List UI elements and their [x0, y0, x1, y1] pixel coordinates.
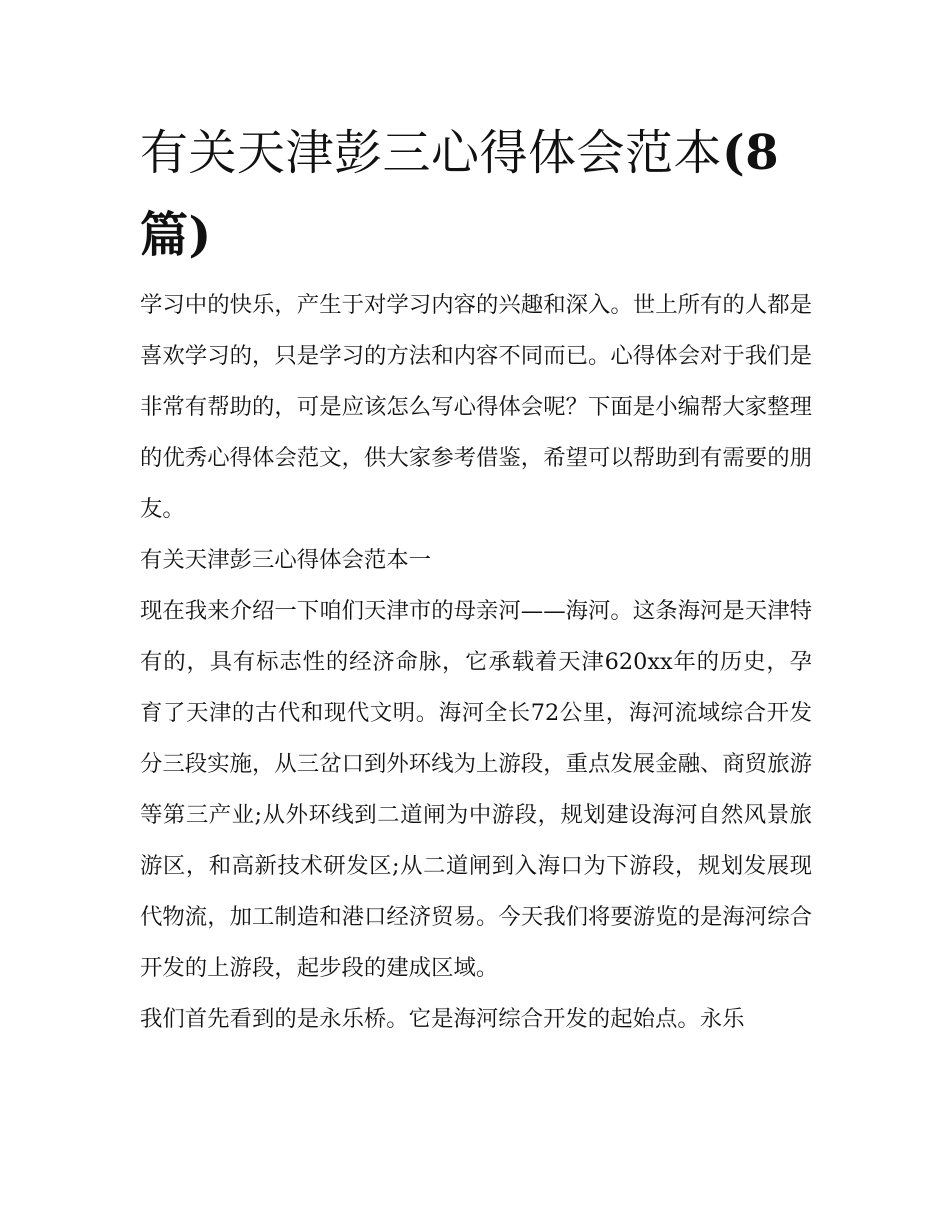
title-end: 篇): [140, 207, 212, 263]
body-paragraph-1: 现在我来介绍一下咱们天津市的母亲河——海河。这条海河是天津特有的，具有标志性的经济命脉，它承载着天津620xx年的历史，孕育了天津的古代和现代文明。海河全长72公里，海河流域综合开发分三段实施，从三岔口到外环线为上游段，重点发展金融、商贸旅游等第三产业;从外环线到二道闸为中游段，规划建设海河自然风景旅游区，和高新技术研发区;从二道闸到入海口为下游段，规划发展现代物流，加工制造和港口经济贸易。今天我们将要游览的是海河综合开发的上游段，起步段的建成区域。: [140, 598, 812, 981]
intro-paragraph: 学习中的快乐，产生于对学习内容的兴趣和深入。世上所有的人都是喜欢学习的，只是学习的方法和内容不同而已。心得体会对于我们是非常有帮助的，可是应该怎么写心得体会呢？下面是小编帮大家整理的优秀心得体会范文，供大家参考借鉴，希望可以帮助到有需要的朋友。: [140, 292, 812, 522]
document-title: [140, 112, 812, 276]
title-main: 有关天津彭三心得体会范本: [140, 125, 723, 181]
title-count: (8: [722, 125, 780, 181]
body-paragraph-2: 我们首先看到的是永乐桥。它是海河综合开发的起始点。永乐: [140, 1006, 745, 1032]
document-page: [140, 112, 812, 1045]
section-heading: 有关天津彭三心得体会范本一: [140, 547, 432, 573]
